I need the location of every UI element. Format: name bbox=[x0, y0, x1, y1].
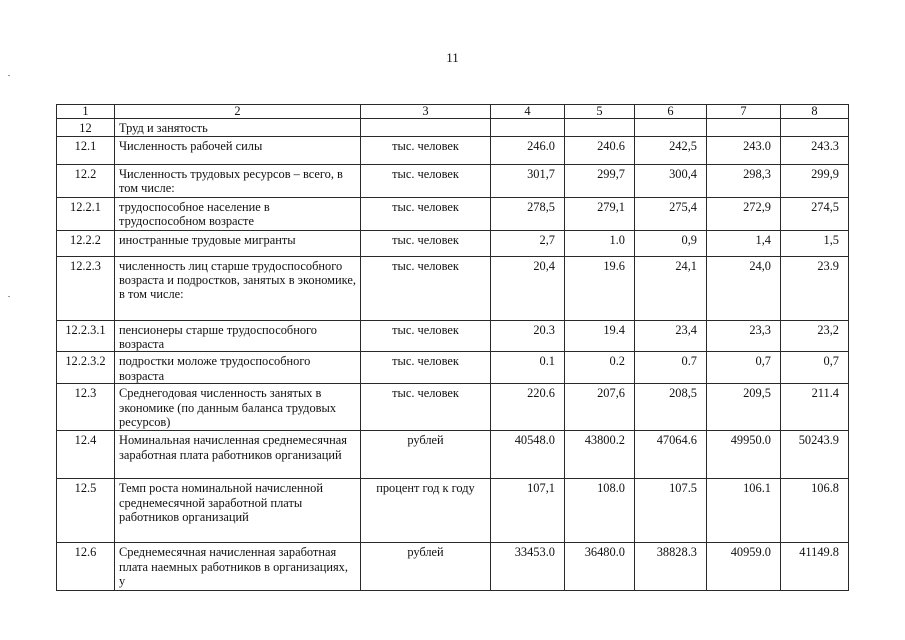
row-value: 0.7 bbox=[635, 352, 707, 384]
row-value: 272,9 bbox=[707, 198, 781, 231]
row-name: Численность трудовых ресурсов – всего, в том числе: bbox=[115, 165, 361, 198]
row-value: 243.0 bbox=[707, 137, 781, 165]
row-value: 47064.6 bbox=[635, 431, 707, 479]
row-value: 36480.0 bbox=[565, 543, 635, 591]
row-value bbox=[565, 119, 635, 137]
row-unit: тыс. человек bbox=[361, 352, 491, 384]
row-value: 298,3 bbox=[707, 165, 781, 198]
header-cell: 6 bbox=[635, 105, 707, 119]
row-name: Темп роста номинальной начисленной среднемесячной заработной платы работников организаций bbox=[115, 479, 361, 543]
row-unit: рублей bbox=[361, 431, 491, 479]
row-name: пенсионеры старше трудоспособного возраста bbox=[115, 321, 361, 352]
row-number: 12.2.3.2 bbox=[57, 352, 115, 384]
row-name: Труд и занятость bbox=[115, 119, 361, 137]
row-value: 2,7 bbox=[491, 231, 565, 257]
row-value: 299,9 bbox=[781, 165, 849, 198]
header-cell: 7 bbox=[707, 105, 781, 119]
row-value bbox=[491, 119, 565, 137]
row-value: 275,4 bbox=[635, 198, 707, 231]
row-value: 106.1 bbox=[707, 479, 781, 543]
row-value: 246.0 bbox=[491, 137, 565, 165]
row-unit: тыс. человек bbox=[361, 231, 491, 257]
row-name: Среднемесячная начисленная заработная плата наемных работников в организациях, у bbox=[115, 543, 361, 591]
row-number: 12.2.3 bbox=[57, 257, 115, 321]
row-value: 43800.2 bbox=[565, 431, 635, 479]
row-value: 220.6 bbox=[491, 384, 565, 431]
row-number: 12.1 bbox=[57, 137, 115, 165]
table-row bbox=[57, 352, 849, 384]
table-row bbox=[57, 137, 849, 165]
row-number: 12.6 bbox=[57, 543, 115, 591]
row-value: 40548.0 bbox=[491, 431, 565, 479]
row-value: 274,5 bbox=[781, 198, 849, 231]
row-value: 0,7 bbox=[781, 352, 849, 384]
row-unit: тыс. человек bbox=[361, 165, 491, 198]
row-value: 0.1 bbox=[491, 352, 565, 384]
row-value: 20,4 bbox=[491, 257, 565, 321]
row-unit: тыс. человек bbox=[361, 384, 491, 431]
row-value: 207,6 bbox=[565, 384, 635, 431]
row-number: 12 bbox=[57, 119, 115, 137]
row-value: 23,3 bbox=[707, 321, 781, 352]
table-row bbox=[57, 257, 849, 321]
row-value: 279,1 bbox=[565, 198, 635, 231]
row-value: 243.3 bbox=[781, 137, 849, 165]
row-value: 108.0 bbox=[565, 479, 635, 543]
row-value bbox=[781, 119, 849, 137]
row-unit: рублей bbox=[361, 543, 491, 591]
row-number: 12.5 bbox=[57, 479, 115, 543]
row-name: Номинальная начисленная среднемесячная заработная плата работников организаций bbox=[115, 431, 361, 479]
row-unit: процент год к году bbox=[361, 479, 491, 543]
header-cell: 8 bbox=[781, 105, 849, 119]
row-name: численность лиц старше трудоспособного возраста и подростков, занятых в экономике, в том числе: bbox=[115, 257, 361, 321]
row-value: 240.6 bbox=[565, 137, 635, 165]
row-number: 12.2.2 bbox=[57, 231, 115, 257]
row-value: 300,4 bbox=[635, 165, 707, 198]
table-row bbox=[57, 479, 849, 543]
row-value: 106.8 bbox=[781, 479, 849, 543]
header-cell: 3 bbox=[361, 105, 491, 119]
row-value: 50243.9 bbox=[781, 431, 849, 479]
row-value: 49950.0 bbox=[707, 431, 781, 479]
row-unit bbox=[361, 119, 491, 137]
row-value: 1,5 bbox=[781, 231, 849, 257]
row-value: 0,7 bbox=[707, 352, 781, 384]
row-value: 1.0 bbox=[565, 231, 635, 257]
row-value: 40959.0 bbox=[707, 543, 781, 591]
scan-mark bbox=[8, 296, 10, 297]
row-number: 12.2.1 bbox=[57, 198, 115, 231]
row-value: 38828.3 bbox=[635, 543, 707, 591]
header-cell: 2 bbox=[115, 105, 361, 119]
row-value: 23.9 bbox=[781, 257, 849, 321]
row-value: 299,7 bbox=[565, 165, 635, 198]
row-value bbox=[707, 119, 781, 137]
row-value: 24,0 bbox=[707, 257, 781, 321]
row-value: 301,7 bbox=[491, 165, 565, 198]
row-value: 209,5 bbox=[707, 384, 781, 431]
row-number: 12.4 bbox=[57, 431, 115, 479]
row-value: 20.3 bbox=[491, 321, 565, 352]
table-row bbox=[57, 384, 849, 431]
row-value: 107.5 bbox=[635, 479, 707, 543]
row-name: подростки моложе трудоспособного возраста bbox=[115, 352, 361, 384]
row-value: 0,9 bbox=[635, 231, 707, 257]
row-unit: тыс. человек bbox=[361, 198, 491, 231]
row-value: 208,5 bbox=[635, 384, 707, 431]
row-unit: тыс. человек bbox=[361, 257, 491, 321]
row-value: 242,5 bbox=[635, 137, 707, 165]
row-value: 1,4 bbox=[707, 231, 781, 257]
table-row bbox=[57, 543, 849, 591]
row-value: 211.4 bbox=[781, 384, 849, 431]
page-number: 11 bbox=[446, 50, 459, 65]
header-cell: 1 bbox=[57, 105, 115, 119]
row-value: 19.4 bbox=[565, 321, 635, 352]
row-value: 33453.0 bbox=[491, 543, 565, 591]
row-value: 107,1 bbox=[491, 479, 565, 543]
scan-mark bbox=[8, 75, 10, 76]
row-unit: тыс. человек bbox=[361, 137, 491, 165]
row-name: трудоспособное население в трудоспособном возрасте bbox=[115, 198, 361, 231]
table-row bbox=[57, 231, 849, 257]
row-value: 41149.8 bbox=[781, 543, 849, 591]
row-name: иностранные трудовые мигранты bbox=[115, 231, 361, 257]
row-value: 278,5 bbox=[491, 198, 565, 231]
table-row bbox=[57, 119, 849, 137]
row-value: 23,4 bbox=[635, 321, 707, 352]
table-row bbox=[57, 431, 849, 479]
data-table bbox=[56, 104, 849, 591]
header-cell: 5 bbox=[565, 105, 635, 119]
table-row bbox=[57, 198, 849, 231]
row-value: 19.6 bbox=[565, 257, 635, 321]
row-number: 12.3 bbox=[57, 384, 115, 431]
table-row bbox=[57, 321, 849, 352]
row-name: Численность рабочей силы bbox=[115, 137, 361, 165]
row-name: Среднегодовая численность занятых в экономике (по данным баланса трудовых ресурсов) bbox=[115, 384, 361, 431]
row-number: 12.2 bbox=[57, 165, 115, 198]
header-row bbox=[57, 105, 849, 119]
header-cell: 4 bbox=[491, 105, 565, 119]
row-value bbox=[635, 119, 707, 137]
row-unit: тыс. человек bbox=[361, 321, 491, 352]
row-value: 0.2 bbox=[565, 352, 635, 384]
row-value: 24,1 bbox=[635, 257, 707, 321]
table-row bbox=[57, 165, 849, 198]
row-value: 23,2 bbox=[781, 321, 849, 352]
row-number: 12.2.3.1 bbox=[57, 321, 115, 352]
